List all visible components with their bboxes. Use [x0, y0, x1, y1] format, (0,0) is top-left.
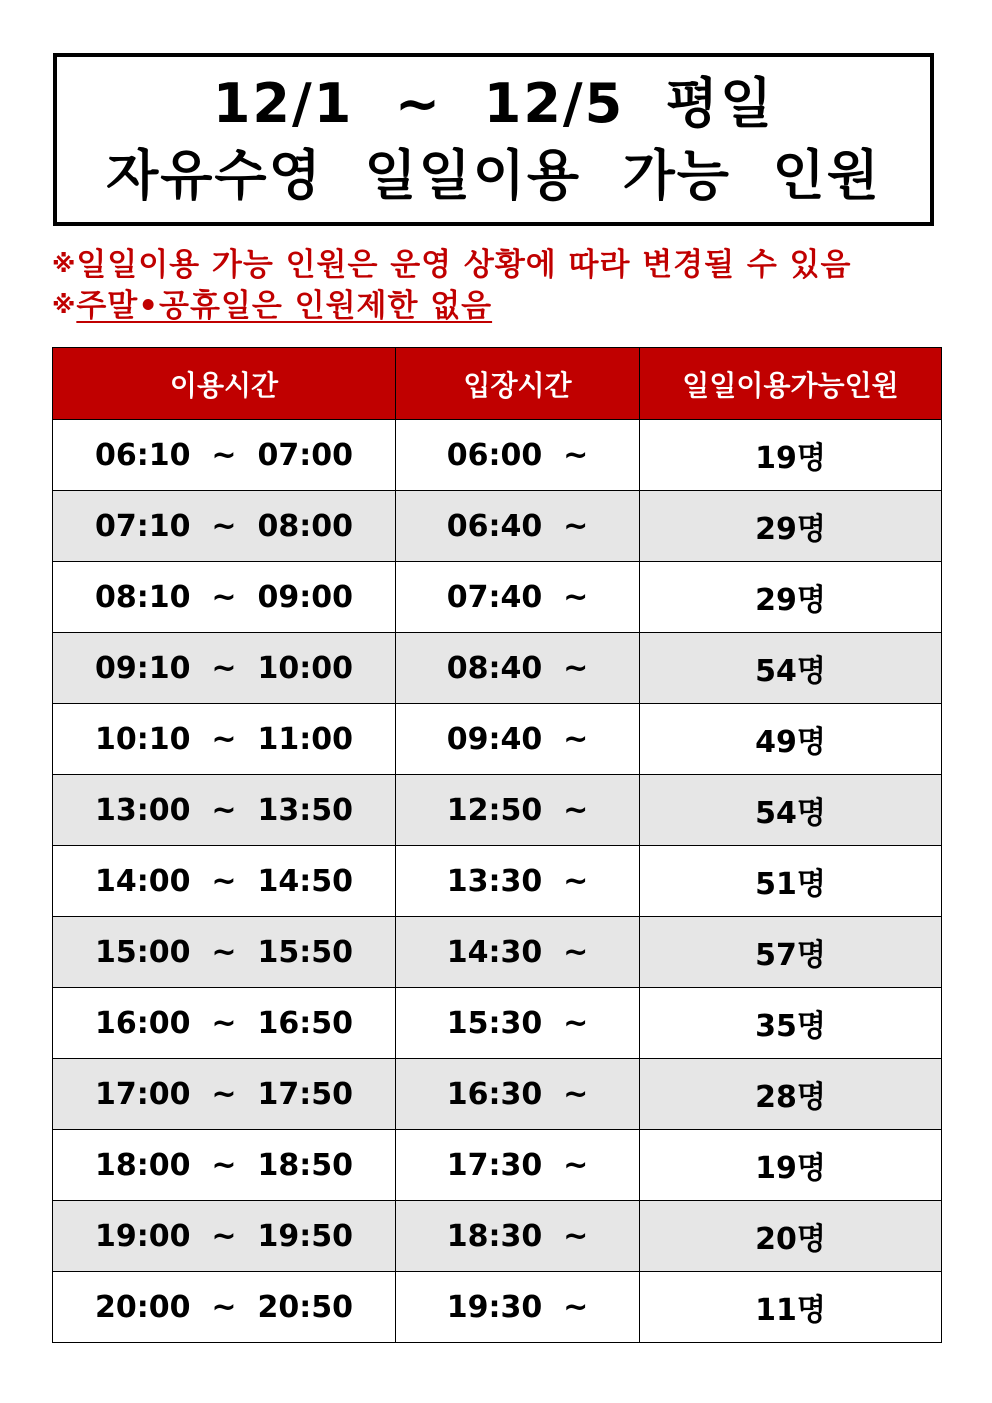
- usage-time-cell: 14:00 ~ 14:50: [53, 846, 396, 917]
- entry-time-cell: 16:30 ~: [396, 1059, 640, 1130]
- usage-time-cell: 08:10 ~ 09:00: [53, 562, 396, 633]
- entry-time-cell: 17:30 ~: [396, 1130, 640, 1201]
- usage-time-cell: 07:10 ~ 08:00: [53, 491, 396, 562]
- capacity-table: [52, 347, 942, 1343]
- table-row: [53, 1059, 942, 1130]
- reference-mark-icon: ※: [52, 291, 77, 319]
- notes: [52, 244, 942, 326]
- usage-time-cell: 06:10 ~ 07:00: [53, 420, 396, 491]
- table-row: [53, 562, 942, 633]
- header-capacity: 일일이용가능인원: [640, 348, 942, 420]
- entry-time-cell: 13:30 ~: [396, 846, 640, 917]
- capacity-cell: 51명: [640, 846, 942, 917]
- capacity-cell: 57명: [640, 917, 942, 988]
- table-row: [53, 420, 942, 491]
- table-row: [53, 1272, 942, 1343]
- table-row: [53, 917, 942, 988]
- usage-time-cell: 09:10 ~ 10:00: [53, 633, 396, 704]
- table-row: [53, 491, 942, 562]
- entry-time-cell: 15:30 ~: [396, 988, 640, 1059]
- capacity-cell: 49명: [640, 704, 942, 775]
- entry-time-cell: 14:30 ~: [396, 917, 640, 988]
- entry-time-cell: 12:50 ~: [396, 775, 640, 846]
- note-capacity-change-text: 일일이용 가능 인원은 운영 상황에 따라 변경될 수 있음: [76, 247, 852, 283]
- entry-time-cell: 09:40 ~: [396, 704, 640, 775]
- capacity-cell: 29명: [640, 562, 942, 633]
- table-row: [53, 775, 942, 846]
- table-row: [53, 1130, 942, 1201]
- title-date-range: 12/1 ~ 12/5 평일: [212, 71, 775, 135]
- usage-time-cell: 20:00 ~ 20:50: [53, 1272, 396, 1343]
- capacity-cell: 11명: [640, 1272, 942, 1343]
- entry-time-cell: 07:40 ~: [396, 562, 640, 633]
- capacity-cell: 19명: [640, 420, 942, 491]
- capacity-cell: 19명: [640, 1130, 942, 1201]
- table-row: [53, 846, 942, 917]
- table-row: [53, 633, 942, 704]
- table-row: [53, 988, 942, 1059]
- header-entry-time: 입장시간: [396, 348, 640, 420]
- table-row: [53, 704, 942, 775]
- note-weekend-unlimited: [52, 285, 942, 326]
- usage-time-cell: 15:00 ~ 15:50: [53, 917, 396, 988]
- entry-time-cell: 06:40 ~: [396, 491, 640, 562]
- usage-time-cell: 16:00 ~ 16:50: [53, 988, 396, 1059]
- header-usage-time: 이용시간: [53, 348, 396, 420]
- table-header-row: [53, 348, 942, 420]
- usage-time-cell: 10:10 ~ 11:00: [53, 704, 396, 775]
- table-row: [53, 1201, 942, 1272]
- capacity-cell: 35명: [640, 988, 942, 1059]
- capacity-cell: 29명: [640, 491, 942, 562]
- entry-time-cell: 18:30 ~: [396, 1201, 640, 1272]
- capacity-cell: 20명: [640, 1201, 942, 1272]
- title-heading: 자유수영 일일이용 가능 인원: [106, 143, 881, 207]
- usage-time-cell: 13:00 ~ 13:50: [53, 775, 396, 846]
- entry-time-cell: 19:30 ~: [396, 1272, 640, 1343]
- capacity-cell: 54명: [640, 633, 942, 704]
- usage-time-cell: 17:00 ~ 17:50: [53, 1059, 396, 1130]
- title-box: [53, 53, 934, 226]
- usage-time-cell: 19:00 ~ 19:50: [53, 1201, 396, 1272]
- entry-time-cell: 08:40 ~: [396, 633, 640, 704]
- capacity-cell: 54명: [640, 775, 942, 846]
- note-weekend-unlimited-text: 주말•공휴일은 인원제한 없음: [76, 288, 493, 324]
- usage-time-cell: 18:00 ~ 18:50: [53, 1130, 396, 1201]
- capacity-cell: 28명: [640, 1059, 942, 1130]
- reference-mark-icon: ※: [52, 250, 77, 278]
- entry-time-cell: 06:00 ~: [396, 420, 640, 491]
- note-capacity-change: [52, 244, 942, 285]
